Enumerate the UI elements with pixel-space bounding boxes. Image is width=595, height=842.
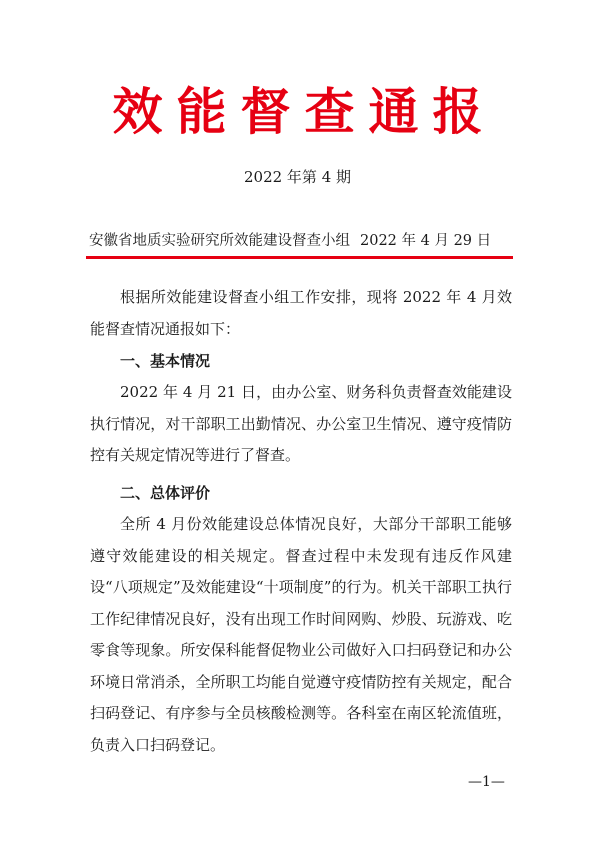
section-heading-basic: 一、基本情况 [120, 352, 211, 370]
sender-date: 2022 年 4 月 29 日 [360, 233, 492, 249]
document-title: 效能督查通报 [112, 82, 497, 141]
red-separator-rule [86, 256, 513, 259]
section-basic-paragraph: 2022 年 4 月 21 日，由办公室、财务科负责督查效能建设执行情况，对干部职工出勤情况、办公室卫生情况、遵守疫情防控有关规定情况等进行了督查。 [90, 383, 512, 464]
section-evaluation-paragraph: 全所 4 月份效能建设总体情况良好，大部分干部职工能够遵守效能建设的相关规定。督查过程中未发现有违反作风建设“八项规定”及效能建设“十项制度”的行为。机关干部职工执行工作纪律情况良好，没有出现工作时间网购、炒股、玩游戏、吃零食等现象。所安保科能督促物业公司做好入口扫码登记和办公环境日常消杀，全所职工均能自觉遵守疫情防控有关规定，配合扫码登记、有序参与全员核酸检测等。各科室在南区轮流值班，负责入口扫码登记。 [90, 515, 512, 754]
issue-number: 2022 年第 4 期 [243, 168, 352, 186]
sender-line [89, 230, 509, 252]
section-heading-evaluation: 二、总体评价 [120, 484, 211, 502]
intro-paragraph: 根据所效能建设督查小组工作安排，现将 2022 年 4 月效能督查情况通报如下： [90, 288, 512, 338]
sender-organization: 安徽省地质实验研究所效能建设督查小组 [89, 233, 350, 249]
page-number: —1— [468, 774, 505, 790]
